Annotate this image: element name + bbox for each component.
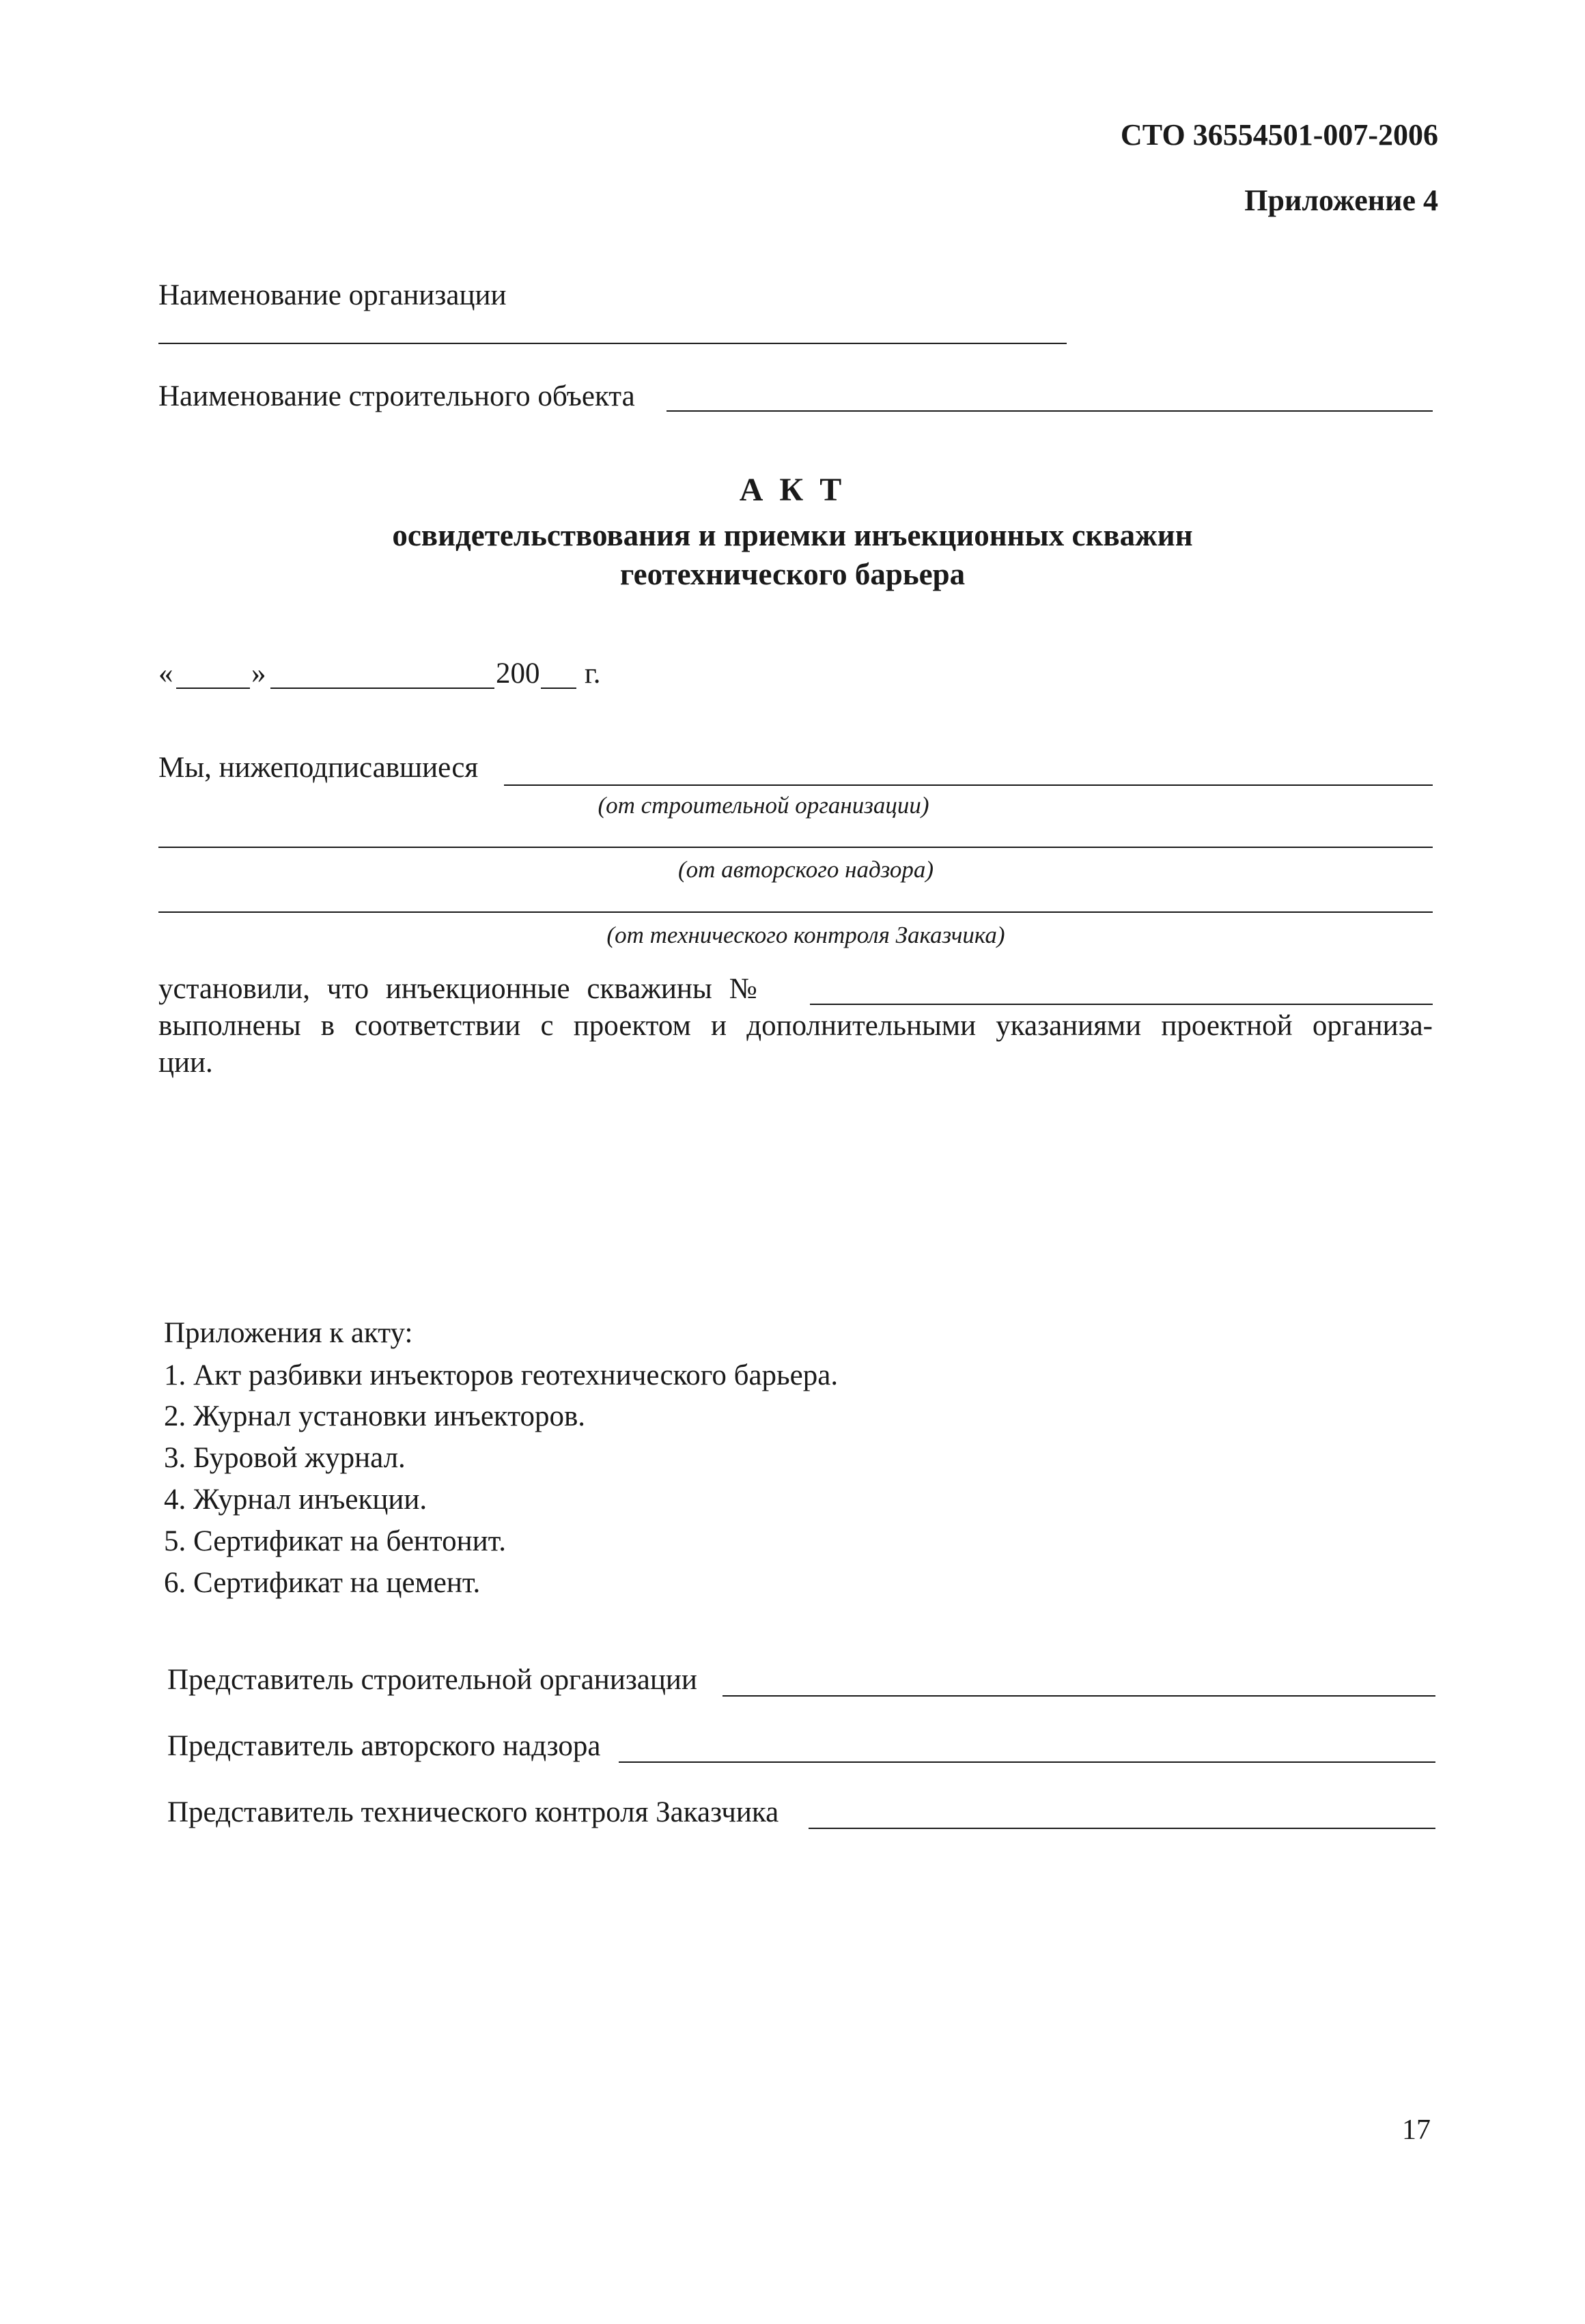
act-title-line1: освидетельствования и приемки инъекционных скважин bbox=[392, 518, 1193, 552]
construction-rep-signature-line[interactable] bbox=[723, 1695, 1435, 1697]
author-rep-signature-line[interactable] bbox=[619, 1761, 1435, 1763]
statement-line2: выполнены в соответствии с проектом и дополнительными указаниями проектной организа- bbox=[158, 1010, 1433, 1042]
author-supervision-line[interactable] bbox=[158, 847, 1433, 848]
appendix-label: Приложение 4 bbox=[1244, 184, 1438, 217]
date-month-line[interactable] bbox=[270, 688, 494, 689]
date-year-line[interactable] bbox=[541, 688, 576, 689]
caption-customer-control: (от технического контроля Заказчика) bbox=[606, 922, 1005, 948]
date-day-line[interactable] bbox=[176, 688, 250, 689]
caption-author-supervision: (от авторского надзора) bbox=[677, 856, 934, 883]
attachment-item: 2. Журнал установки инъекторов. bbox=[164, 1400, 586, 1432]
customer-control-line[interactable] bbox=[158, 911, 1433, 913]
page-number: 17 bbox=[1402, 2114, 1431, 2146]
caption-construction-org: (от строительной организации) bbox=[598, 792, 929, 819]
statement-line3: ции. bbox=[158, 1047, 213, 1079]
act-heading: А К Т bbox=[739, 472, 846, 508]
object-fill-line[interactable] bbox=[667, 410, 1433, 412]
date-year-suffix: г. bbox=[585, 657, 601, 690]
statement-line1: установили, что инъекционные скважины № bbox=[158, 973, 757, 1005]
attachment-item: 4. Журнал инъекции. bbox=[164, 1484, 427, 1516]
customer-rep-label: Представитель технического контроля Заказчика bbox=[167, 1796, 779, 1828]
attachment-item: 6. Сертификат на цемент. bbox=[164, 1567, 481, 1599]
attachment-item: 3. Буровой журнал. bbox=[164, 1442, 406, 1474]
well-numbers-line[interactable] bbox=[810, 1004, 1433, 1005]
signatories-intro: Мы, нижеподписавшиеся bbox=[158, 752, 479, 784]
object-label: Наименование строительного объекта bbox=[158, 380, 635, 412]
standard-code: СТО 36554501-007-2006 bbox=[1120, 118, 1438, 152]
organization-label: Наименование организации bbox=[158, 279, 507, 311]
date-year-prefix: 200 bbox=[496, 657, 540, 690]
act-title-line2: геотехнического барьера bbox=[619, 557, 966, 591]
attachment-item: 1. Акт разбивки инъекторов геотехнического барьера. bbox=[164, 1359, 839, 1391]
construction-rep-label: Представитель строительной организации bbox=[167, 1664, 697, 1696]
date-open-quote: « bbox=[158, 657, 173, 690]
construction-org-line[interactable] bbox=[504, 784, 1433, 786]
organization-fill-line[interactable] bbox=[158, 343, 1067, 344]
attachments-heading: Приложения к акту: bbox=[164, 1317, 413, 1349]
date-close-quote: » bbox=[251, 657, 266, 690]
attachment-item: 5. Сертификат на бентонит. bbox=[164, 1525, 506, 1557]
customer-rep-signature-line[interactable] bbox=[809, 1828, 1435, 1829]
author-rep-label: Представитель авторского надзора bbox=[167, 1730, 601, 1762]
